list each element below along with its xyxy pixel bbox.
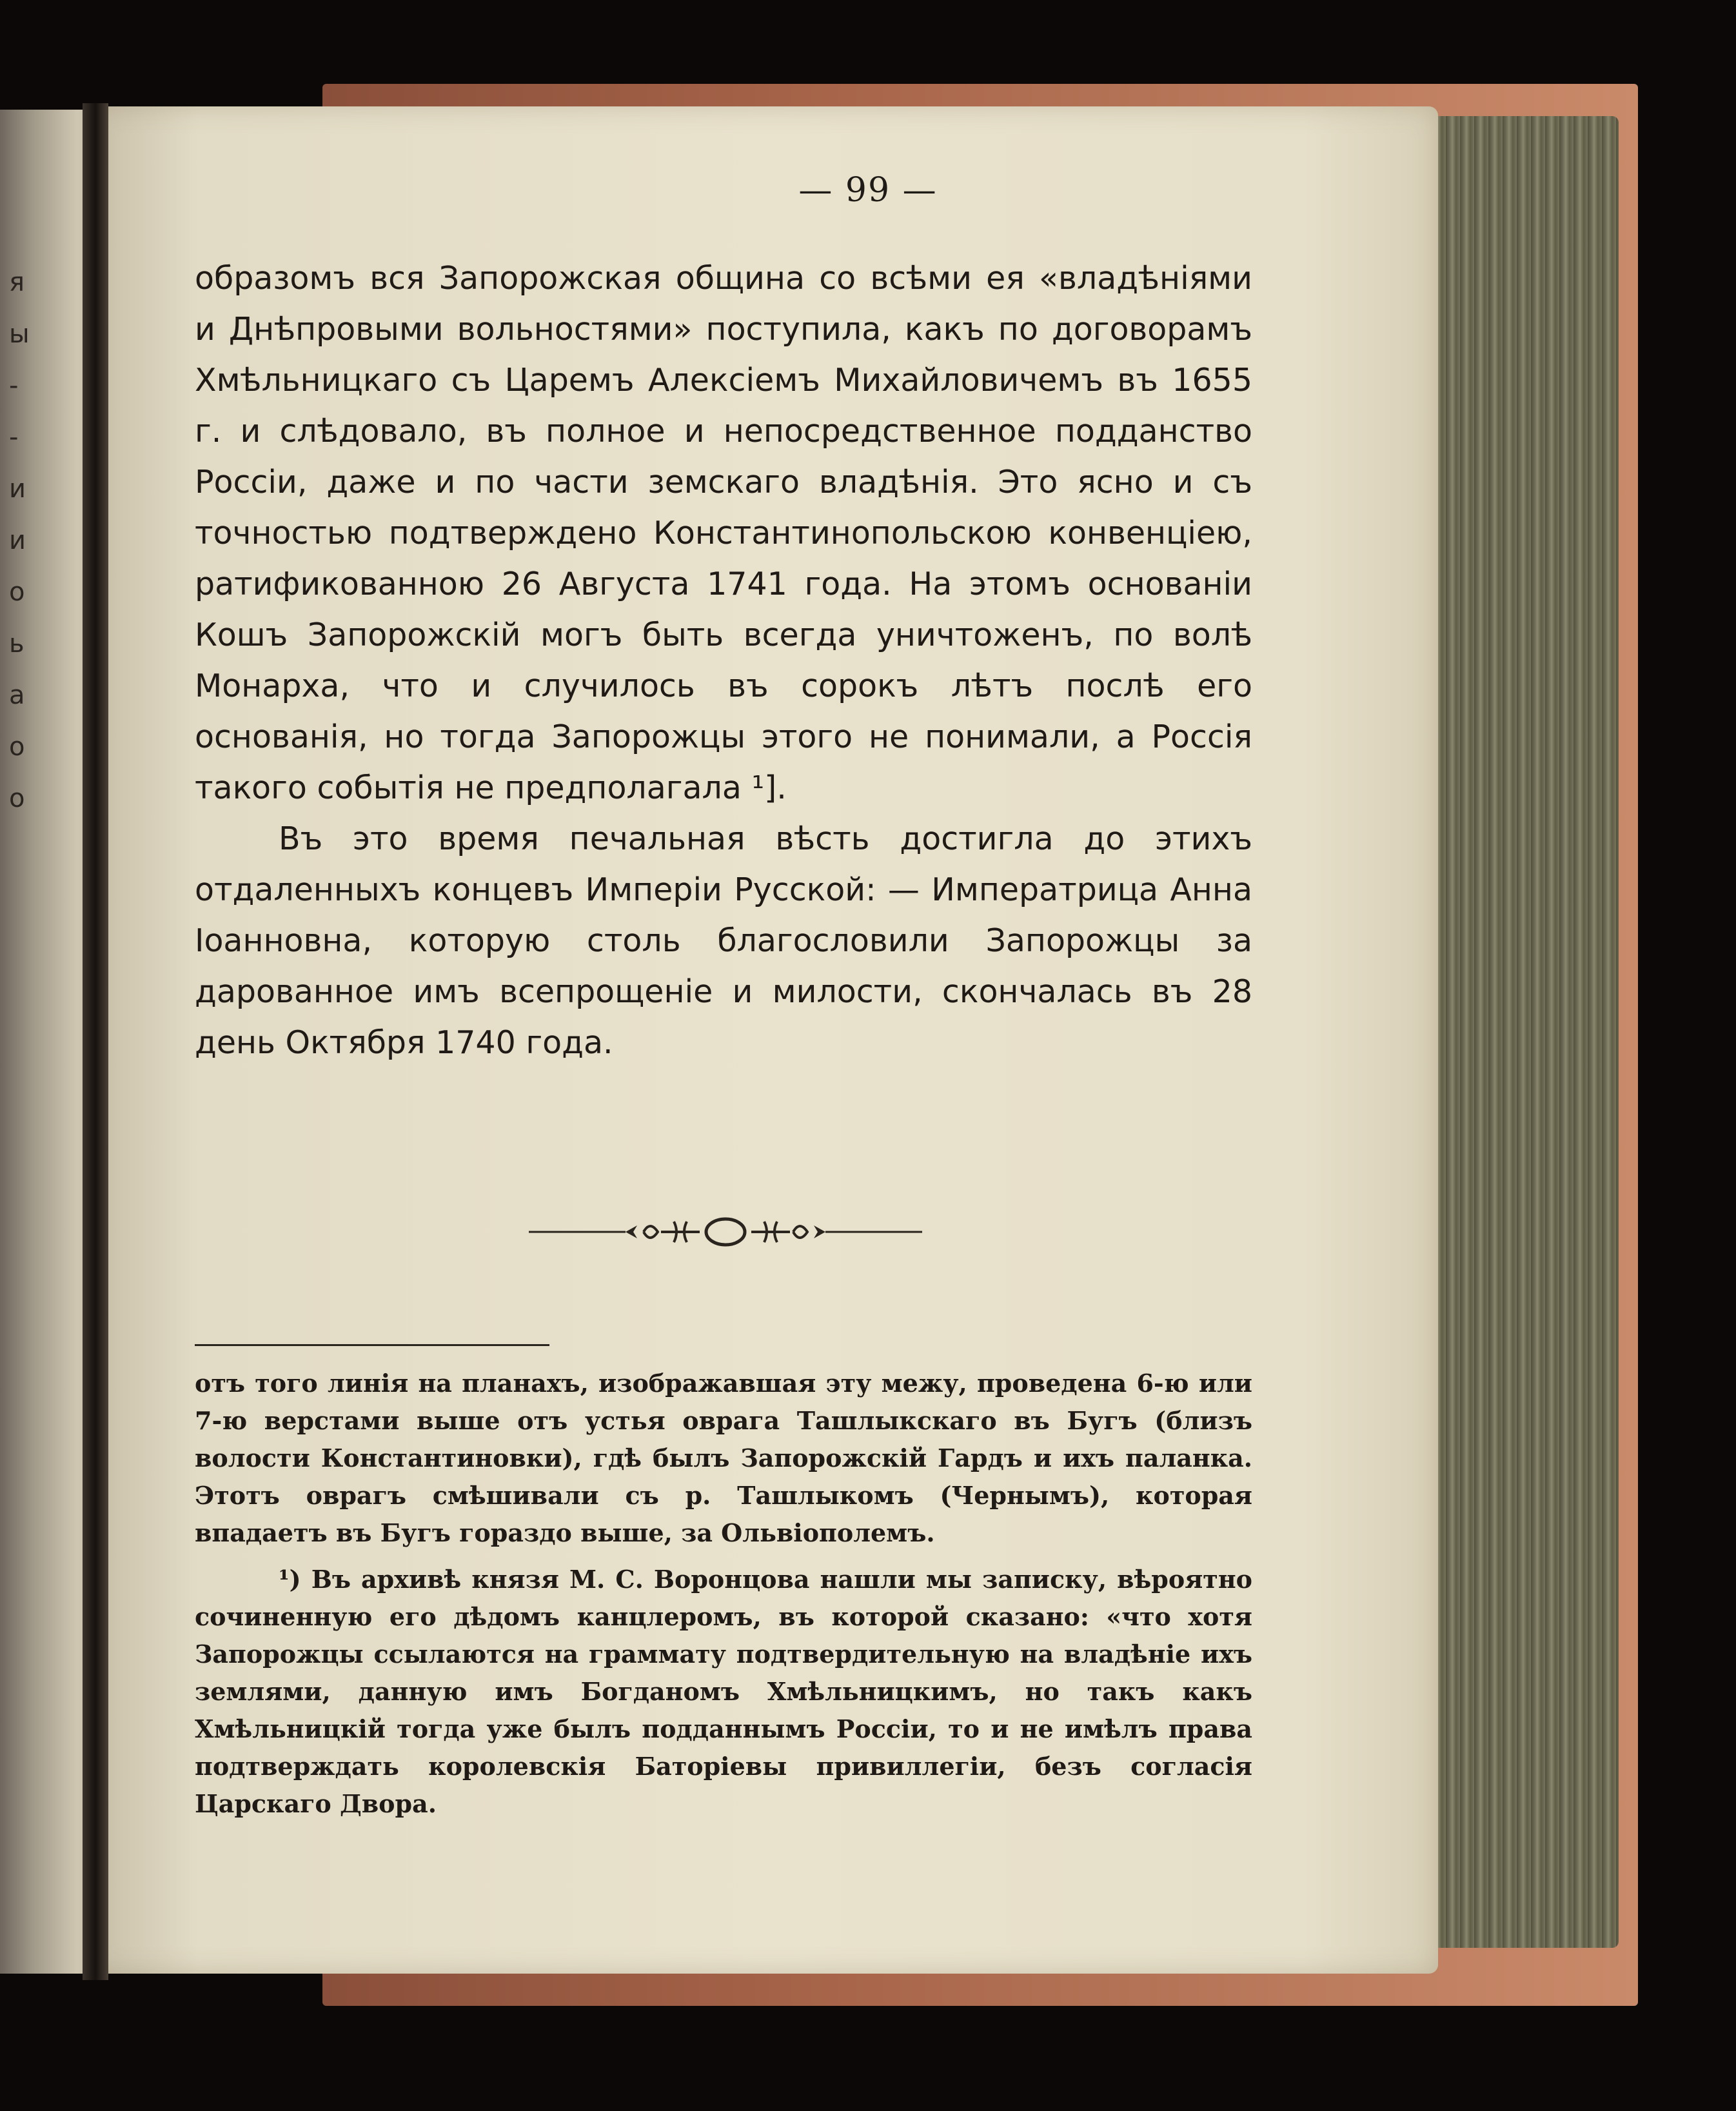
left-page-fragment: о: [9, 732, 25, 762]
left-page-fragment: ы: [9, 319, 30, 349]
paragraph: образомъ вся Запорожская община со всѣми ея «владѣніями и Днѣпровыми вольностями» поступила, какъ по договорамъ Хмѣльницкаго съ Царемъ Алексіемъ Михайловичемъ въ 1655 г. и слѣдовало, въ полное и непосредственное подданство Россіи, даже и по части земскаго владѣнія. Это ясно и съ точностью подтверждено Константинопольскою конвенціею, ратификованною 26 Августа 1741 года. На этомъ основаніи Кошъ Запорожскій могъ быть всегда уничтоженъ, по волѣ Монарха, что и случилось въ сорокъ лѣтъ послѣ его основанія, но тогда Запорожцы этого не понимали, а Россія такого событія не предполагала ¹].: [195, 260, 1252, 806]
main-text: [195, 253, 1252, 1068]
left-page-fragment: -: [9, 371, 19, 401]
book-gutter: [83, 103, 108, 1980]
left-page-fragment: и: [9, 526, 26, 555]
left-page-fragment: и: [9, 474, 26, 504]
left-page-fragment: о: [9, 784, 25, 813]
footnote: отъ того линія на планахъ, изображавшая эту межу, проведена 6-ю или 7-ю верстами выше отъ устья оврага Ташлыкскаго въ Бугъ (близъ волости Константиновки), гдѣ былъ Запорожскій Гардъ и ихъ паланка. Этотъ оврагъ смѣшивали съ р. Ташлыкомъ (Чернымъ), которая впадаетъ въ Бугъ гораздо выше, за Ольвіополемъ.: [195, 1369, 1252, 1547]
ornament-divider: [529, 1206, 922, 1258]
paragraph: Въ это время печальная вѣсть достигла до этихъ отдаленныхъ концевъ Имперіи Русской: — Императрица Анна Іоанновна, которую столь благословили Запорожцы за дарованное имъ всепрощеніе и милости, скончалась въ 28 день Октября 1740 года.: [195, 820, 1252, 1061]
page-edges: [1432, 116, 1619, 1948]
left-page-fragment: я: [9, 268, 25, 297]
left-page-fragment: ь: [9, 629, 25, 659]
left-page-fragment: -: [9, 422, 19, 452]
left-page-fragment: а: [9, 680, 25, 710]
footnotes: [195, 1365, 1252, 1832]
page-number: — 99 —: [798, 171, 938, 210]
footnote-rule: [195, 1344, 549, 1346]
footnote: ¹) Въ архивѣ князя М. С. Воронцова нашли мы записку, вѣроятно сочиненную его дѣдомъ канцлеромъ, въ которой сказано: «что хотя Запорожцы ссылаются на граммату подтвердительную на владѣніе ихъ землями, данную имъ Богданомъ Хмѣльницкимъ, но такъ какъ Хмѣльницкій тогда уже былъ подданнымъ Россіи, то и не имѣлъ права подтверждать королевскія Баторіевы привиллегіи, безъ согласія Царскаго Двора.: [195, 1565, 1252, 1818]
ornament-divider-graphic: [529, 1206, 922, 1258]
left-page-fragment: о: [9, 577, 25, 607]
